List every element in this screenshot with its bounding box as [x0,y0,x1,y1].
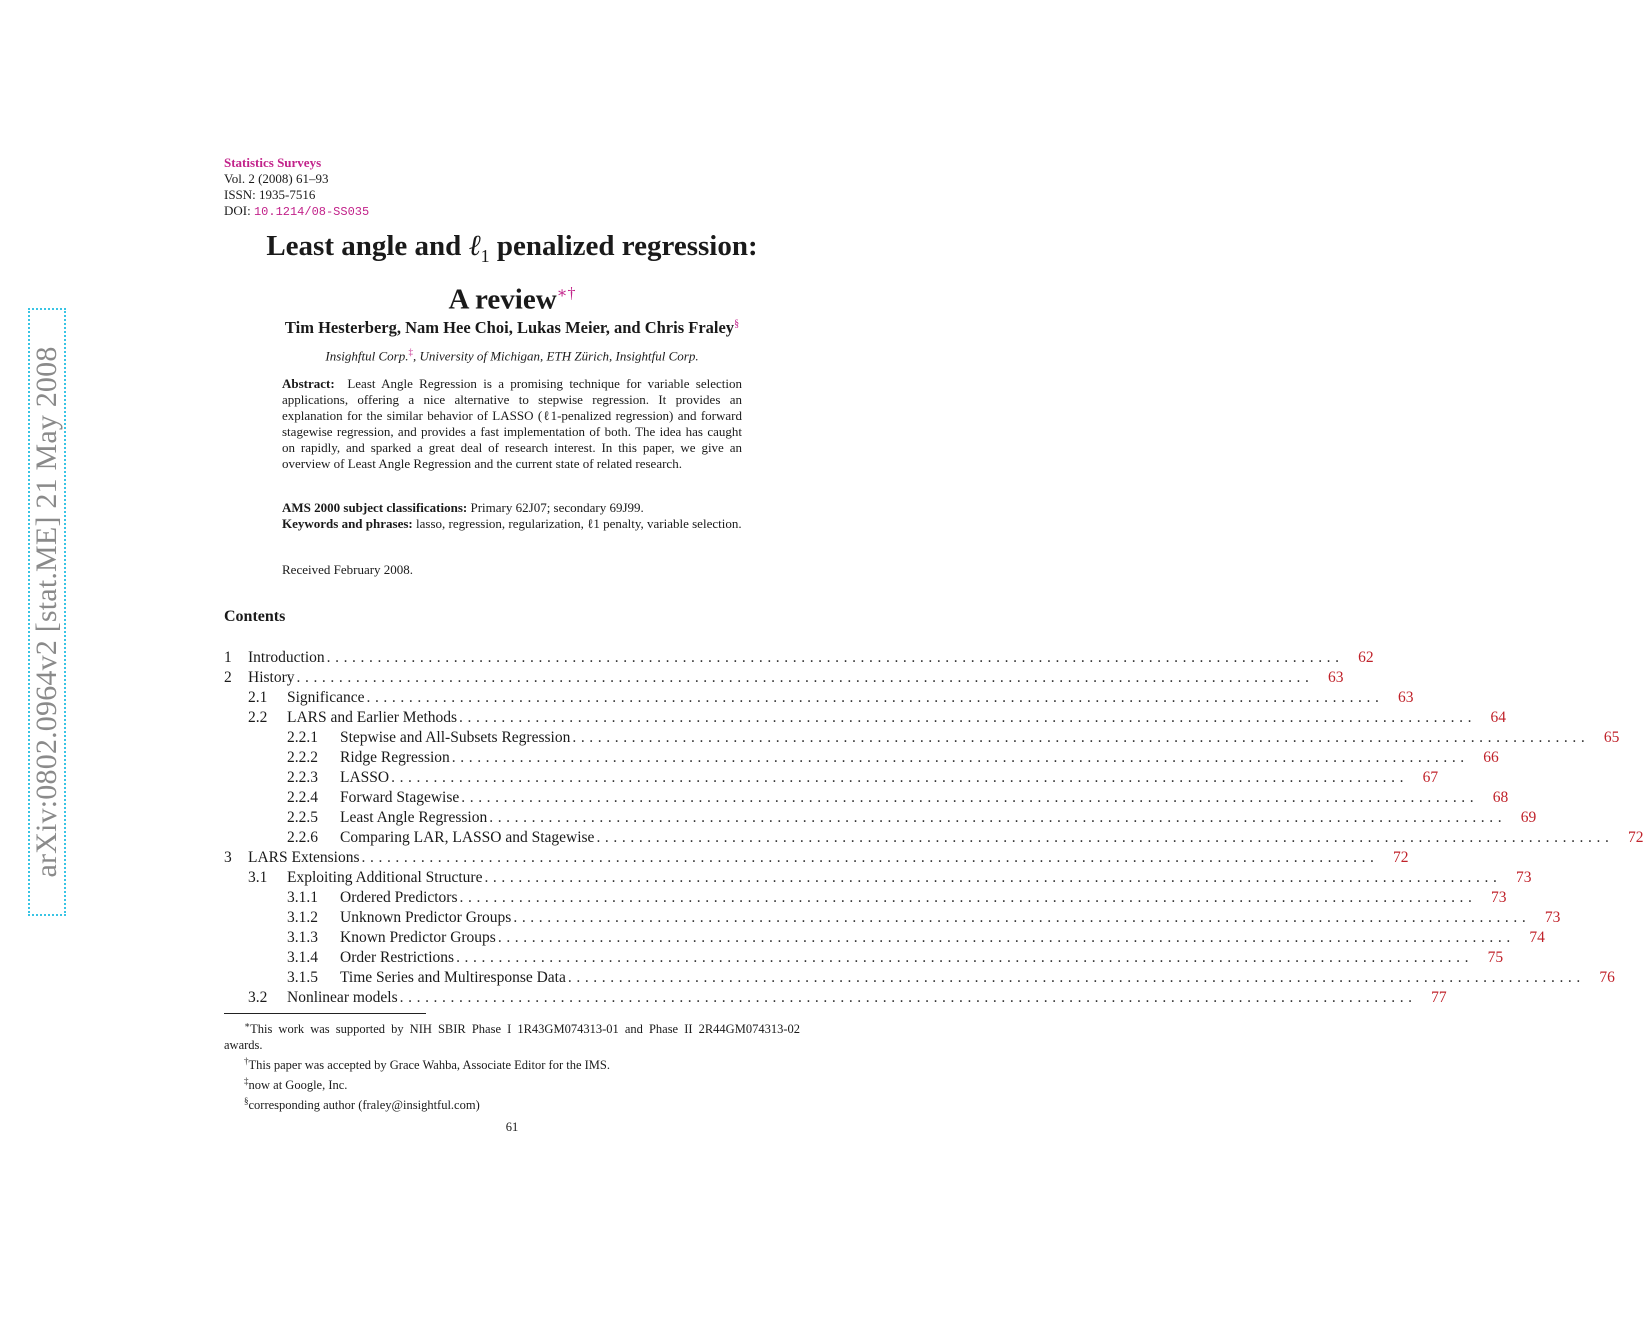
toc-entry-number: 3.1.5 [287,969,318,986]
toc-entry-number: 2.2.3 [287,769,318,786]
toc-entry[interactable] [224,668,1344,688]
toc-page-link[interactable]: 68 [1492,789,1509,806]
contents-heading: Contents [224,608,286,625]
toc-entry-number: 3.1.1 [287,889,318,906]
toc-entry-number: 2.2.5 [287,809,318,826]
toc-leader-dots: ........................................................................................................................ [459,709,1477,726]
toc-leader-dots: ........................................................................................................................ [456,949,1474,966]
footnote-mark: § [244,1096,249,1107]
title-ell: ℓ [468,230,481,262]
title-line-1 [224,228,800,275]
author-names: Tim Hesterberg, Nam Hee Choi, Lukas Meier, and Chris Fraley [284,318,735,337]
toc-entry[interactable] [224,968,1615,988]
footnote [224,1053,800,1073]
toc-leader-dots: ........................................................................................................................ [361,849,1379,866]
affil-first: Insighftul Corp. [325,348,409,364]
toc-leader-dots: ........................................................................................................................ [489,809,1507,826]
toc-page-link[interactable]: 74 [1529,929,1545,946]
footnote [224,1017,800,1053]
toc-entry-number: 2.2.2 [287,749,318,766]
toc-leader-dots: ........................................................................................................................ [567,969,1585,986]
toc-leader-dots: ........................................................................................................................ [366,689,1384,706]
toc-entry[interactable] [224,948,1504,968]
received-date: Received February 2008. [282,562,414,577]
toc-entry[interactable] [224,728,1620,748]
toc-entry[interactable] [224,648,1374,668]
page-number: 61 [505,1120,519,1134]
toc-entry[interactable] [224,868,1532,888]
toc-entry-title: Comparing LAR, LASSO and Stagewise [340,829,595,846]
toc-entry-title: Time Series and Multiresponse Data [340,969,566,986]
toc-page-link[interactable]: 66 [1483,749,1499,766]
toc-entry-number: 3 [224,849,232,866]
toc-page-link[interactable]: 65 [1603,729,1620,746]
toc-leader-dots: ........................................................................................................................ [461,789,1479,806]
toc-entry-number: 2.2.4 [287,789,318,806]
toc-entry[interactable] [224,688,1414,708]
arxiv-stamp[interactable] [28,308,66,916]
toc-leader-dots: ........................................................................................................................ [296,669,1314,686]
author-list [224,318,800,338]
toc-page-link[interactable]: 75 [1487,949,1504,966]
author-footnote-mark[interactable]: § [734,318,740,330]
toc-entry-number: 3.1.3 [287,929,318,946]
toc-entry[interactable] [224,808,1537,828]
toc-leader-dots: ........................................................................................................................ [572,729,1590,746]
toc-entry-title: Forward Stagewise [340,789,460,806]
toc-page-link[interactable]: 63 [1397,689,1414,706]
toc-entry[interactable] [224,768,1439,788]
footnote-text: This paper was accepted by Grace Wahba, Associate Editor for the IMS. [248,1058,610,1073]
toc-leader-dots: ........................................................................................................................ [459,889,1477,906]
paper-title [224,228,800,318]
toc-entry-number: 3.1.4 [287,949,318,966]
keywords [282,516,742,532]
toc-entry-title: Exploiting Additional Structure [287,869,483,886]
title-footnote-marks[interactable]: ∗† [556,284,576,302]
table-of-contents [224,648,1643,1008]
footnote-mark: † [244,1056,249,1067]
journal-doi-line [224,203,369,220]
toc-entry-number: 3.1.2 [287,909,318,926]
footnote [224,1093,800,1113]
journal-name[interactable]: Statistics Surveys [224,155,322,170]
footnote-text: This work was supported by NIH SBIR Phase I 1R43GM074313-01 and Phase II 2R44GM074313-02 awards. [224,1022,800,1053]
footnotes [224,1017,800,1114]
doi-link[interactable]: 10.1214/08-SS035 [253,205,370,219]
toc-entry-title: Nonlinear models [287,989,398,1006]
toc-entry-title: Ordered Predictors [340,889,458,906]
toc-page-link[interactable]: 62 [1358,649,1374,666]
toc-entry-number: 2.2.6 [287,829,318,846]
toc-leader-dots: ........................................................................................................................ [326,649,1344,666]
toc-page-link[interactable]: 72 [1627,829,1643,846]
title-part-b: penalized regression: [489,230,758,262]
toc-entry[interactable] [224,708,1507,728]
toc-entry-title: Introduction [248,649,325,666]
toc-entry-title: LARS Extensions [248,849,360,866]
ams-label: AMS 2000 subject classifications: [282,500,468,515]
toc-entry[interactable] [224,928,1545,948]
toc-page-link[interactable]: 63 [1328,669,1344,686]
toc-page-link[interactable]: 73 [1515,869,1532,886]
footnote-text: now at Google, Inc. [248,1078,348,1093]
toc-leader-dots: ........................................................................................................................ [596,829,1614,846]
abstract-text: Least Angle Regression is a promising technique for variable selection applications, offering a nice alternative to stepwise regression. It provides an explanation for the similar behavior of LASSO (ℓ1-penalized regression) and forward stagewise regression, and provides a fast implementation of both. The idea has caught on rapidly, and sparked a great deal of research interest. In this paper, we give an overview of Least Angle Regression and the current state of related research. [282,376,743,471]
toc-leader-dots: ........................................................................................................................ [513,909,1531,926]
footnote-mark: ∗ [244,1020,251,1030]
toc-entry-number: 1 [224,649,232,666]
toc-entry-number: 3.2 [248,989,268,1006]
title-sub: 1 [480,245,490,266]
toc-entry[interactable] [224,908,1561,928]
journal-volume: Vol. 2 (2008) 61–93 [224,171,329,186]
toc-leader-dots: ........................................................................................................................ [391,769,1409,786]
toc-page-link[interactable]: 73 [1544,909,1561,926]
title-part-c: A review [448,283,557,316]
toc-entry[interactable] [224,828,1643,848]
toc-entry[interactable] [224,848,1409,868]
toc-entry[interactable] [224,888,1507,908]
toc-entry[interactable] [224,788,1509,808]
toc-page-link[interactable]: 77 [1431,989,1447,1006]
journal-header [224,155,369,220]
toc-entry-number: 2 [224,669,232,686]
toc-entry-title: Least Angle Regression [340,809,488,826]
toc-entry-title: Unknown Predictor Groups [340,909,512,926]
toc-entry-title: Order Restrictions [340,949,455,966]
keywords-label: Keywords and phrases: [282,516,413,531]
title-part-a: Least angle and [266,230,469,262]
toc-leader-dots: ........................................................................................................................ [484,869,1502,886]
toc-entry-title: LASSO [340,769,390,786]
toc-entry-number: 3.1 [248,869,268,886]
toc-page-link[interactable]: 64 [1490,709,1507,726]
toc-entry-number: 2.1 [248,689,268,706]
toc-entry-title: Ridge Regression [340,749,450,766]
toc-entry[interactable] [224,988,1447,1008]
footnote-rule [224,1013,426,1014]
toc-entry-number: 2.2.1 [287,729,318,746]
toc-entry-title: LARS and Earlier Methods [287,709,458,726]
toc-entry-title: History [248,669,295,686]
ams-text: Primary 62J07; secondary 69J99. [470,500,644,515]
keywords-text: lasso, regression, regularization, ℓ1 penalty, variable selection. [416,516,742,531]
arxiv-id: arXiv:0802.0964v2 [stat.ME] 21 May 2008 [30,346,63,878]
toc-page-link[interactable]: 72 [1393,849,1409,866]
toc-page-link[interactable]: 67 [1422,769,1439,786]
toc-leader-dots: ........................................................................................................................ [399,989,1417,1006]
toc-entry-number: 2.2 [248,709,268,726]
footnote-mark: ‡ [244,1076,249,1087]
toc-entry-title: Stepwise and All-Subsets Regression [340,729,571,746]
toc-leader-dots: ........................................................................................................................ [451,749,1469,766]
doi-label: DOI: [224,203,254,218]
toc-page-link[interactable]: 73 [1491,889,1507,906]
toc-entry[interactable] [224,748,1499,768]
toc-entry-title: Significance [287,689,365,706]
abstract [282,376,742,472]
footnote-text: corresponding author (fraley@insightful.com) [248,1098,480,1113]
journal-issn: ISSN: 1935-7516 [224,187,316,202]
toc-leader-dots: ........................................................................................................................ [497,929,1515,946]
affil-rest: , University of Michigan, ETH Zürich, Insightful Corp. [412,348,699,364]
toc-page-link[interactable]: 69 [1520,809,1537,826]
abstract-label: Abstract: [282,376,335,391]
affiliations [224,347,800,364]
ams-classification [282,500,742,516]
title-line-2 [224,275,800,319]
toc-entry-title: Known Predictor Groups [340,929,496,946]
toc-page-link[interactable]: 76 [1599,969,1615,986]
affil-footnote-mark[interactable]: ‡ [408,347,413,357]
footnote [224,1073,800,1093]
